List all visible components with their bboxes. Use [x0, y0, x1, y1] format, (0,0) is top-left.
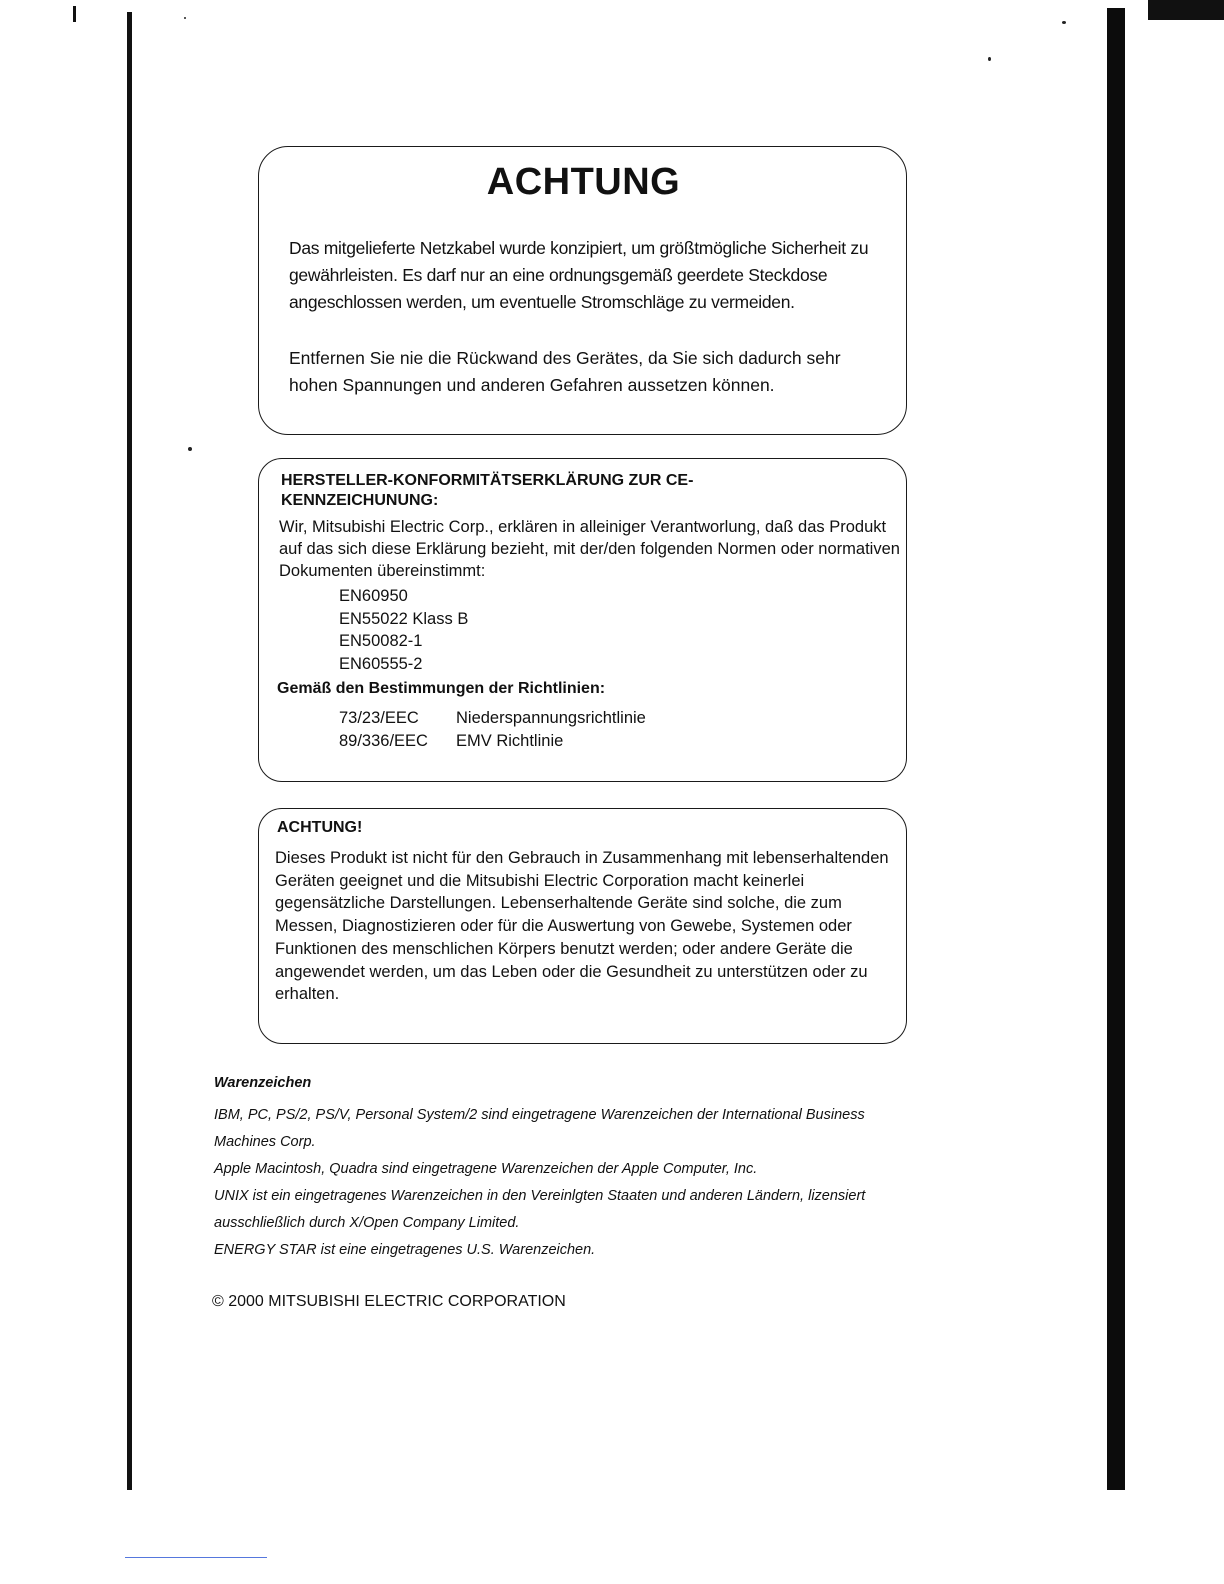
- scan-speck: [988, 57, 991, 61]
- safety-notice-paragraph: Das mitgelieferte Netzkabel wurde konzipiert, um größtmögliche Sicherheit zu gewährleisten. Es darf nur an eine ordnungsgemäß geerdete Steckdose angeschlossen werden, um eventuelle Stromschläge zu vermeiden.: [289, 238, 869, 312]
- trademark-item: IBM, PC, PS/2, PS/V, Personal System/2 sind eingetragene Warenzeichen der International Business Machines Corp.: [214, 1107, 865, 1150]
- directives-table: [339, 707, 646, 753]
- trademark-item: Apple Macintosh, Quadra sind eingetragene Warenzeichen der Apple Computer, Inc.: [214, 1161, 758, 1177]
- directive-code: 89/336/EEC: [339, 732, 428, 750]
- norms-list: [339, 585, 468, 675]
- trademark-item: ENERGY STAR ist eine eingetragenes U.S. Warenzeichen.: [214, 1242, 596, 1258]
- directive-row: [339, 730, 646, 753]
- safety-notice-paragraph: Entfernen Sie nie die Rückwand des Gerätes, da Sie sich dadurch sehr hohen Spannungen und anderen Gefahren aussetzen können.: [289, 348, 841, 395]
- scan-speck: [184, 17, 186, 19]
- medical-warning-box: [258, 808, 907, 1044]
- norm-item: EN50082-1: [339, 632, 423, 650]
- ce-declaration-heading: HERSTELLER-KONFORMITÄTSERKLÄRUNG ZUR CE-KENNZEICHUNUNG:: [281, 472, 694, 509]
- norm-item: EN60950: [339, 587, 408, 605]
- safety-notice-title: ACHTUNG: [486, 161, 681, 203]
- directives-heading: Gemäß den Bestimmungen der Richtlinien:: [277, 680, 606, 697]
- ce-declaration-box: [258, 458, 907, 782]
- trademark-item: UNIX ist ein eingetragenes Warenzeichen in den Vereinlgten Staaten und anderen Ländern, lizensiert ausschließlich durch X/Open Company Limited.: [214, 1188, 866, 1231]
- trademarks-list: [214, 1102, 914, 1264]
- copyright-notice: © 2000 MITSUBISHI ELECTRIC CORPORATION: [212, 1293, 566, 1310]
- medical-warning-text: Dieses Produkt ist nicht für den Gebrauch in Zusammenhang mit lebenserhaltenden Geräten geeignet und die Mitsubishi Electric Corporation macht keinerlei gegensätzliche Darstellungen. Lebenserhaltende Geräte sind solche, die zum Messen, Diagnostizieren oder für die Auswertung von Gewebe, Systemen oder Funktionen des menschlichen Körpers benutzt werden; oder andere Geräte die angewendet werden, um das Leben oder die Gesundheit zu unterstützen oder zu erhalten.: [275, 849, 889, 1004]
- directive-code: 73/23/EEC: [339, 709, 419, 727]
- norm-item: EN55022 Klass B: [339, 609, 469, 628]
- directive-name: EMV Richtlinie: [456, 732, 564, 750]
- medical-warning-heading: ACHTUNG!: [277, 819, 363, 836]
- directive-name: Niederspannungsrichtlinie: [456, 709, 646, 727]
- trademarks-title: Warenzeichen: [214, 1075, 312, 1091]
- norm-item: EN60555-2: [339, 654, 423, 673]
- scan-mark-top-left: [73, 6, 76, 22]
- ce-declaration-text: Wir, Mitsubishi Electric Corp., erklären in alleiniger Verantworlung, daß das Produkt auf das sich diese Erklärung bezieht, mit der/den folgenden Normen oder normativen Dokumenten übereinstimmt:: [279, 518, 900, 580]
- scan-speck: [1062, 21, 1066, 24]
- scan-corner-mark: [1148, 0, 1224, 20]
- scan-edge-right: [1107, 8, 1125, 1490]
- scan-edge-left: [127, 12, 132, 1490]
- scan-speck: [188, 447, 192, 451]
- directive-row: [339, 707, 646, 730]
- safety-notice-box: [258, 146, 907, 435]
- scan-blue-line: [125, 1557, 267, 1558]
